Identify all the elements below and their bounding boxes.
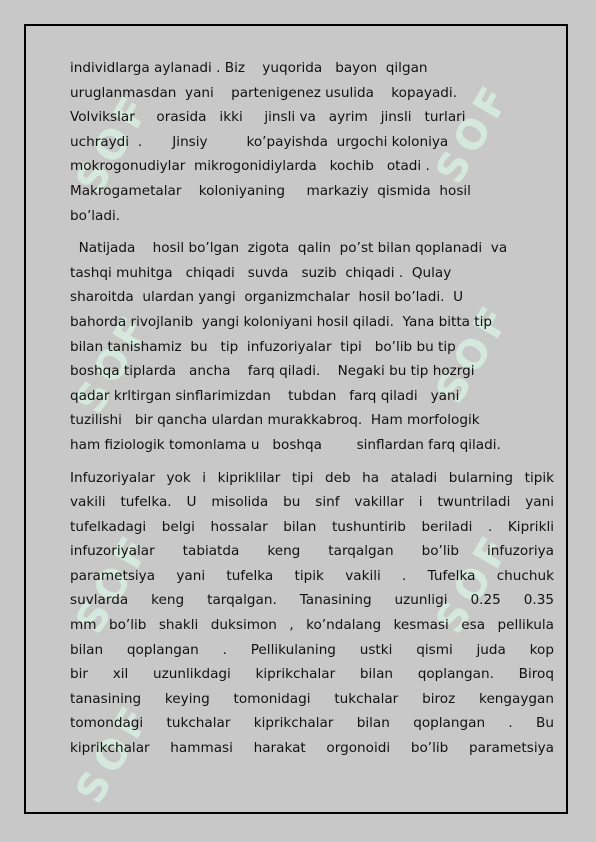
text-line: Makrogametalar koloniyaning markaziy qismida hosil [70, 182, 471, 199]
watermark: SOF [427, 524, 522, 642]
text-line: bo’ladi. [70, 207, 121, 224]
text-line: bahorda rivojlanib yangi koloniyani hosil qiladi. Yana bitta tip [70, 313, 493, 330]
watermark: SOF [67, 84, 162, 202]
text-line: kiprikchalar hammasi harakat orgonoidi bo’lib parametsiya [70, 740, 554, 757]
text-line: Volvikslar orasida ikki jinsli va ayrim jinsli turlari [70, 109, 466, 126]
text-line: bilan tanishamiz bu tip infuzoriyalar tipi bo’lib bu tip [70, 338, 456, 355]
text-line: individlarga aylanadi . Biz yuqorida bayon qilgan [70, 60, 428, 76]
watermark: SOF [67, 694, 162, 812]
text-line: infuzoriyalar tabiatda keng tarqalgan bo’lib infuzoriya [70, 543, 554, 560]
text-line: tuzilishi bir qancha ulardan murakkabroq. Ham morfologik [70, 412, 480, 429]
paragraph [70, 236, 554, 457]
text-line: vakili tufelka. U misolida bu sinf vakillar i twuntriladi yani [70, 494, 554, 511]
watermark: SOF [67, 304, 162, 422]
watermark: SOF [427, 74, 522, 192]
text-line: parametsiya yani tufelka tipik vakili . Tufelka chuchuk [70, 567, 554, 584]
text-line: suvlarda keng tarqalgan. Tanasining uzunligi 0.25 0.35 [70, 592, 554, 609]
document-body [70, 56, 554, 761]
text-line: uchraydi . Jinsiy ko’payishda urgochi koloniya [70, 133, 449, 150]
text-line: ham fiziologik tomonlama u boshqa sinflardan farq qiladi. [70, 436, 501, 453]
text-line: Natijada hosil bo’lgan zigota qalin po’st bilan qoplanadi va [70, 240, 508, 257]
text-line: bir xil uzunlikdagi kiprikchalar bilan qoplangan. Biroq [70, 666, 554, 683]
text-line: tanasining keying tomonidagi tukchalar biroz kengaygan [70, 690, 554, 707]
text-line: bilan qoplangan . Pellikulaning ustki qismi juda kop [70, 641, 554, 658]
watermark: SOF [427, 294, 522, 412]
paragraph [70, 56, 554, 228]
text-line: tomondagi tukchalar kiprikchalar bilan qoplangan . Bu [70, 715, 554, 732]
text-line: qadar krltirgan sinflarimizdan tubdan farq qiladi yani [70, 387, 460, 404]
text-line: sharoitda ulardan yangi organizmchalar hosil bo’ladi. U [70, 289, 464, 306]
text-line: uruglanmasdan yani partenigenez usulida kopayadi. [70, 84, 458, 101]
paragraph [70, 466, 554, 761]
paragraph-gap [70, 458, 554, 466]
text-line: boshqa tiplarda ancha farq qiladi. Negaki bu tip hozrgi [70, 363, 475, 380]
text-line: tufelkadagi belgi hossalar bilan tushuntirib beriladi . Kiprikli [70, 518, 554, 535]
text-line: tashqi muhitga chiqadi suvda suzib chiqadi . Qulay [70, 264, 452, 281]
text-line: Infuzoriyalar yok i kipriklilar tipi deb ha ataladi bularning tipik [70, 469, 554, 486]
text-line: mokrogonudiylar mikrogonidiylarda kochib otadi . [70, 158, 430, 175]
watermark: SOF [67, 524, 162, 642]
paragraph-gap [70, 228, 554, 236]
text-line: mm bo’lib shakli duksimon , ko’ndalang kesmasi esa pellikula [70, 617, 554, 634]
